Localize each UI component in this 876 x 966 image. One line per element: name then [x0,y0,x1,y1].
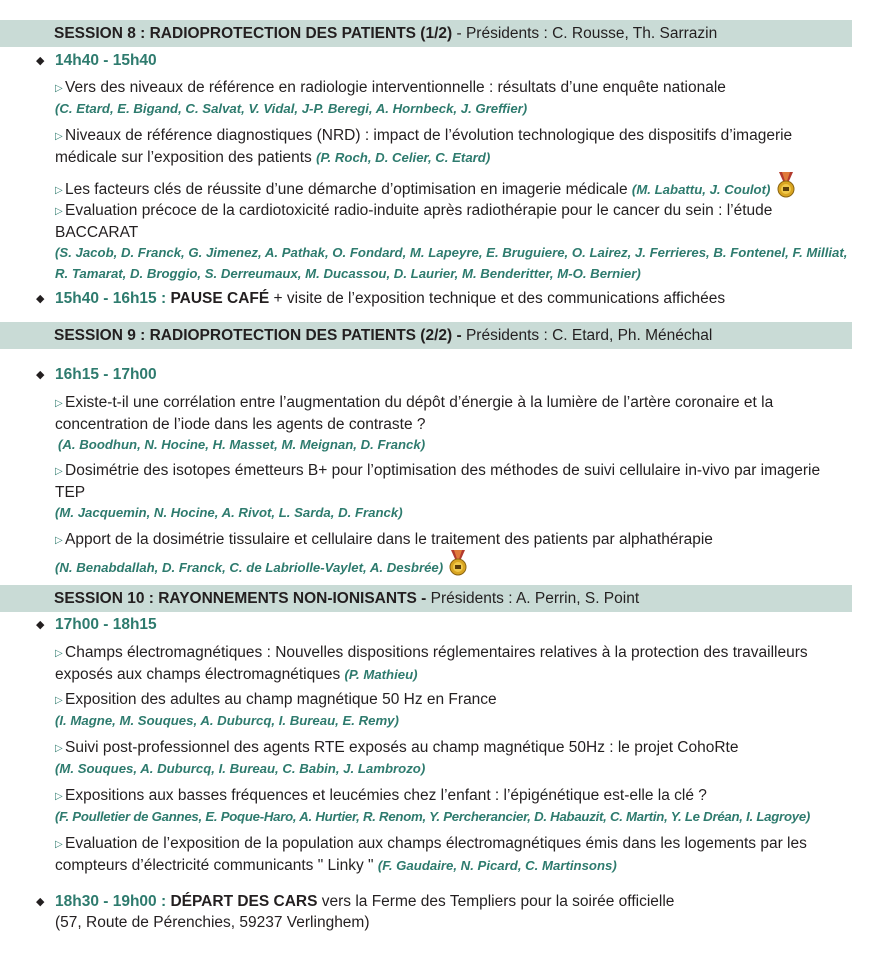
session-presidents: - Présidents : C. Rousse, Th. Sarrazin [452,25,718,42]
talk-title: Dosimétrie des isotopes émetteurs B+ pour l’optimisation des méthodes de suivi cellulaire in-vivo par imagerie TEP [55,462,821,501]
time-slot [36,615,157,635]
session-title: SESSION 10 : RAYONNEMENTS NON-IONISANTS - [54,590,427,607]
talk-authors: (C. Etard, E. Bigand, C. Salvat, V. Vidal, J-P. Beregi, A. Hornbeck, J. Greffier) [55,101,528,116]
talk-item [55,392,845,435]
session-presidents: Présidents : A. Perrin, S. Point [426,590,640,607]
talk-item [55,833,845,876]
slot-label: PAUSE CAFÉ [166,290,270,307]
talk-authors: (M. Labattu, J. Coulot) [631,182,771,197]
talk-title: Champs électromagnétiques : Nouvelles dispositions réglementaires relatives à la protection des travailleurs exposés aux champs électromagnétiques [55,644,808,683]
talk-authors: (F. Poulletier de Gannes, E. Poque-Haro, A. Hurtier, R. Renom, Y. Percherancier, D. Habauzit, C. Martin, Y. Le Dréan, I. Lagroye) [55,809,811,824]
diamond-bullet-icon: ◆ [36,619,45,631]
talk-authors: (M. Souques, A. Duburcq, I. Bureau, C. Babin, J. Lambrozo) [55,761,426,776]
talk-item [55,689,845,711]
triangle-right-icon: ▷ [55,398,63,409]
session-header [0,20,852,47]
triangle-right-icon: ▷ [55,695,63,706]
time-slot [36,892,674,912]
triangle-right-icon: ▷ [55,185,63,196]
talk-authors: (S. Jacob, D. Franck, G. Jimenez, A. Pathak, O. Fondard, M. Lapeyre, E. Bruguiere, O. Lairez, J. Ferrieres, B. Fontenel, F. Milliat, R. Tamarat, D. Broggio, S. Derreumaux, M. Ducassou, D. Laurier, M. Benderitter, M-O. Bernier) [55,245,848,281]
triangle-right-icon: ▷ [55,743,63,754]
talk-title: Evaluation précoce de la cardiotoxicité radio-induite après radiothérapie pour le cancer du sein : l’étude BACCARAT [55,202,773,241]
slot-time: 18h30 - 19h00 : [55,893,167,910]
triangle-right-icon: ▷ [55,83,63,94]
talk-title: Vers des niveaux de référence en radiologie interventionnelle : résultats d’une enquête nationale [65,79,726,96]
talk-title: Apport de la dosimétrie tissulaire et cellulaire dans le traitement des patients par alphathérapie [65,531,713,548]
session-title: SESSION 8 : RADIOPROTECTION DES PATIENTS (1/2) [54,25,453,42]
time-slot [36,289,725,309]
slot-time: 16h15 - 17h00 [55,366,157,383]
time-slot [36,365,157,385]
talk-title: Suivi post-professionnel des agents RTE exposés au champ magnétique 50Hz : le projet CohoRte [65,739,739,756]
slot-time: 15h40 - 16h15 : [55,290,167,307]
time-slot [36,51,157,71]
slot-time: 17h00 - 18h15 [55,616,157,633]
diamond-bullet-icon: ◆ [36,896,45,908]
award-medal-icon [449,550,467,582]
session-title: SESSION 9 : RADIOPROTECTION DES PATIENTS (2/2) - [54,327,462,344]
talk-title: Niveaux de référence diagnostiques (NRD) : impact de l’évolution technologique des dispositifs d’imagerie médicale sur l’exposition des patients [55,127,793,166]
slot-description: + visite de l’exposition technique et des communications affichées [269,290,726,307]
triangle-right-icon: ▷ [55,131,63,142]
talk-authors: (N. Benabdallah, D. Franck, C. de Labriolle-Vaylet, A. Desbrée) [55,560,444,575]
triangle-right-icon: ▷ [55,535,63,546]
triangle-right-icon: ▷ [55,466,63,477]
talk-item [55,785,845,807]
triangle-right-icon: ▷ [55,791,63,802]
diamond-bullet-icon: ◆ [36,55,45,67]
triangle-right-icon: ▷ [55,206,63,217]
slot-description: vers la Ferme des Templiers pour la soirée officielle [317,893,675,910]
talk-authors: (M. Jacquemin, N. Hocine, A. Rivot, L. Sarda, D. Franck) [55,505,403,520]
talk-item [55,200,845,243]
talk-item [55,737,845,759]
session-header [0,585,852,612]
talk-authors: (P. Roch, D. Celier, C. Etard) [316,150,491,165]
talk-authors: (I. Magne, M. Souques, A. Duburcq, I. Bureau, E. Remy) [55,713,399,728]
talk-authors: (A. Boodhun, N. Hocine, H. Masset, M. Meignan, D. Franck) [58,437,426,452]
triangle-right-icon: ▷ [55,648,63,659]
talk-item [55,529,845,551]
diamond-bullet-icon: ◆ [36,293,45,305]
session-header [0,322,852,349]
slot-label: DÉPART DES CARS [166,893,318,910]
talk-item [55,125,845,168]
talk-title: Les facteurs clés de réussite d’une démarche d’optimisation en imagerie médicale [65,181,628,198]
talk-title: Evaluation de l’exposition de la population aux champs électromagnétiques émis dans les logements par les compteurs d’électricité communicants " Linky " [55,835,807,874]
session-presidents: Présidents : C. Etard, Ph. Ménéchal [461,327,713,344]
talk-authors: (F. Gaudaire, N. Picard, C. Martinsons) [377,858,617,873]
talk-item [55,642,845,685]
venue-address: (57, Route de Pérenchies, 59237 Verlinghem) [55,914,370,931]
triangle-right-icon: ▷ [55,839,63,850]
diamond-bullet-icon: ◆ [36,369,45,381]
talk-item [55,460,845,503]
talk-item [55,77,845,99]
talk-title: Existe-t-il une corrélation entre l’augmentation du dépôt d’énergie à la lumière de l’artère coronaire et la concentration de l’iode dans les agents de contraste ? [55,394,774,433]
talk-title: Expositions aux basses fréquences et leucémies chez l’enfant : l’épigénétique est-elle la clé ? [65,787,707,804]
talk-authors-row [55,550,855,582]
talk-title: Exposition des adultes au champ magnétique 50 Hz en France [65,691,497,708]
slot-time: 14h40 - 15h40 [55,52,157,69]
talk-authors: (P. Mathieu) [344,667,418,682]
